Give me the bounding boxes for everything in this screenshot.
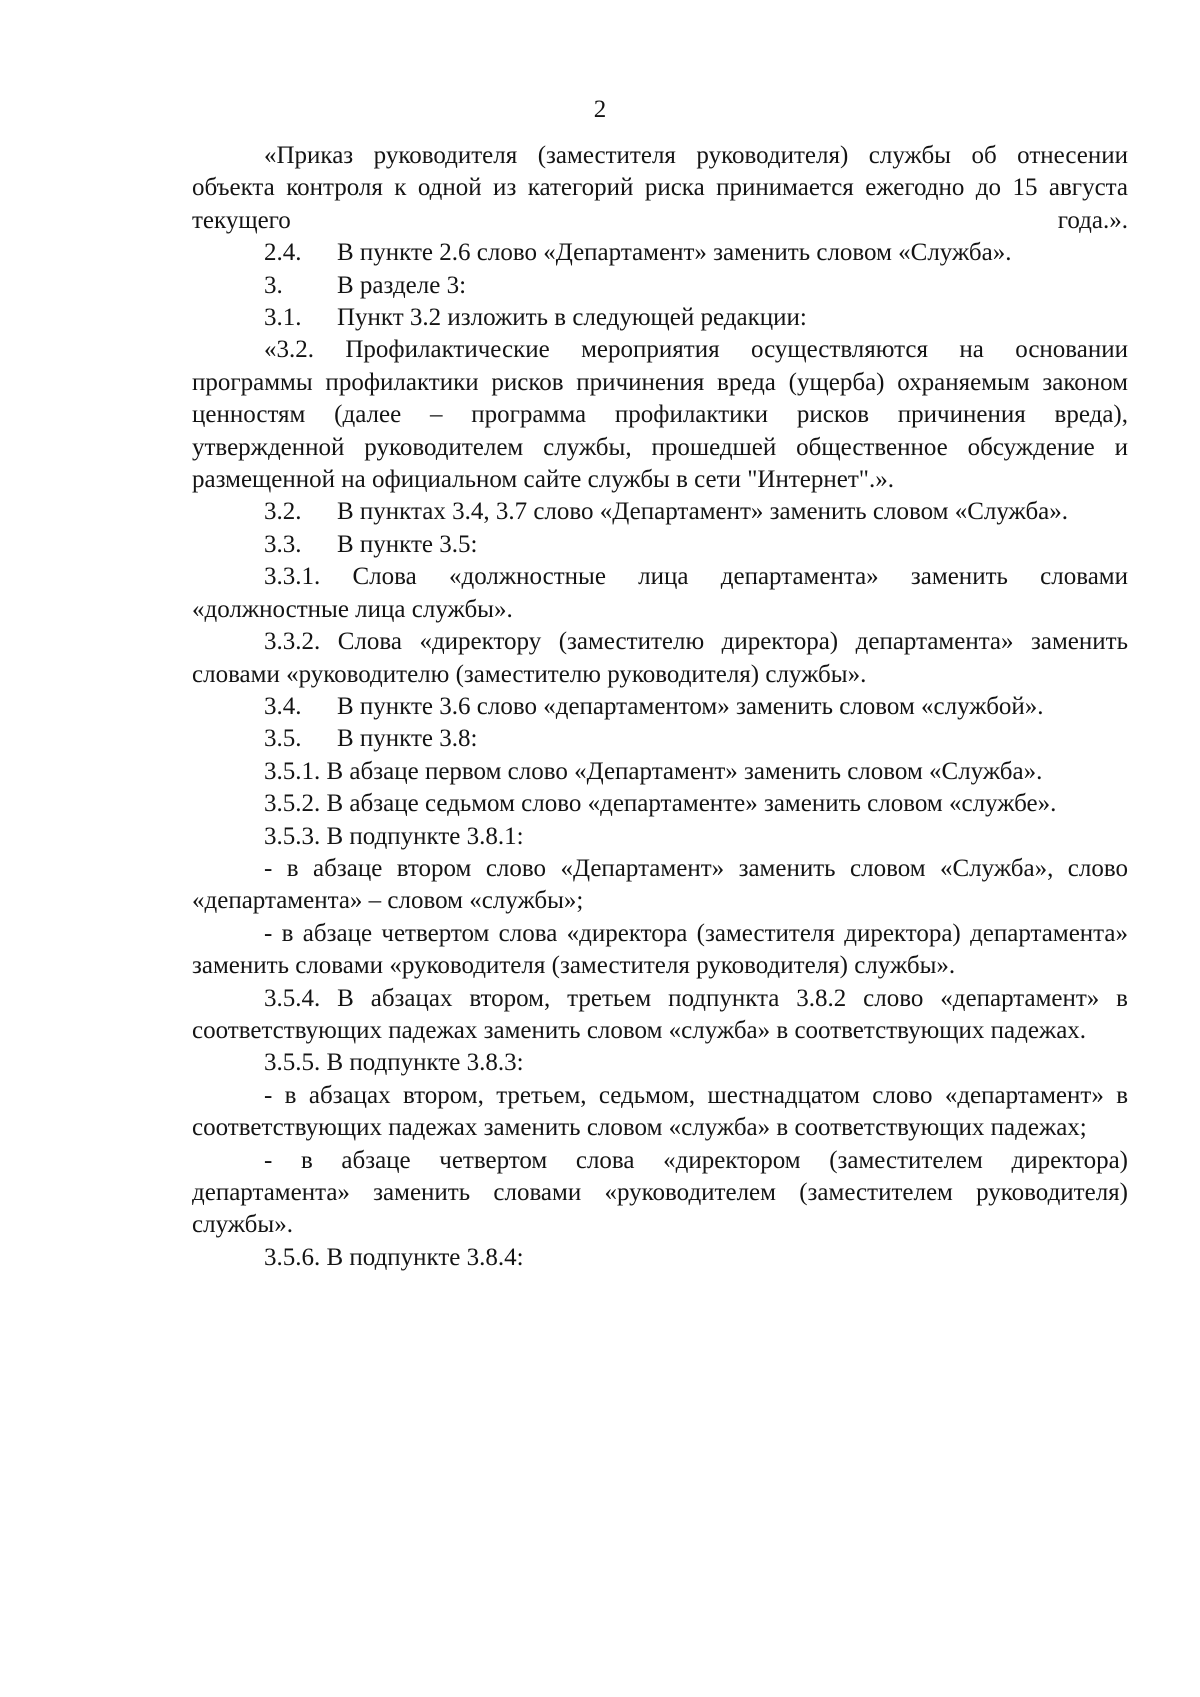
paragraph	[192, 1242, 1128, 1274]
paragraph-text: «Приказ руководителя (заместителя руководителя) службы об отнесении объекта контроля к одной из категорий риска принимается ежегодно до 15 августа текущего года.».	[192, 142, 1128, 234]
paragraph-text: - в абзацах втором, третьем, седьмом, шестнадцатом слово «департамент» в соответствующих падежах заменить словом «служба» в соответствующих падежах;	[192, 1081, 1128, 1142]
paragraph-number: 3.	[264, 271, 283, 299]
paragraph-text: В пунктах 3.4, 3.7 слово «Департамент» заменить словом «Служба».	[337, 498, 1069, 526]
paragraph-number: 3.2.	[264, 498, 302, 526]
paragraph-text: «3.2. Профилактические мероприятия осуществляются на основании программы профилактики рисков причинения вреда (ущерба) охраняемым законом ценностям (далее – программа профилактики рисков причинения вреда), утвержденной руководителем службы, прошедшей общественное обсуждение и размещенной на официальном сайте службы в сети "Интернет".».	[192, 336, 1128, 494]
paragraph	[192, 821, 1128, 853]
page-number: 2	[593, 96, 607, 123]
paragraph-text: - в абзаце четвертом слова «директора (заместителя директора) департамента» заменить словами «руководителя (заместителя руководителя) службы».	[192, 919, 1128, 980]
paragraph-text: 3.5.2. В абзаце седьмом слово «департаменте» заменить словом «службе».	[264, 790, 1057, 818]
paragraph	[192, 1047, 1128, 1079]
paragraph-text: 3.3.1. Слова «должностные лица департамента» заменить словами «должностные лица службы».	[192, 563, 1128, 623]
paragraph-text: В пункте 3.8:	[337, 725, 478, 753]
paragraph	[192, 983, 1128, 1048]
paragraph	[192, 561, 1128, 626]
paragraph	[192, 788, 1128, 820]
paragraph	[192, 691, 1128, 723]
paragraph	[192, 756, 1128, 788]
document-body	[192, 140, 1128, 1274]
paragraph	[192, 723, 1128, 755]
paragraph	[192, 334, 1128, 496]
paragraph-text: 3.3.2. Слова «директору (заместителю директора) департамента» заменить словами «руководителю (заместителю руководителя) службы».	[192, 628, 1128, 688]
paragraph-text: В пункте 2.6 слово «Департамент» заменить словом «Служба».	[337, 239, 1012, 267]
paragraph-text: 3.5.5. В подпункте 3.8.3:	[264, 1049, 524, 1077]
paragraph-number: 3.5.	[264, 725, 302, 753]
paragraph-number: 2.4.	[264, 239, 302, 267]
paragraph-text: В разделе 3:	[337, 271, 467, 299]
paragraph-text: В пункте 3.6 слово «департаментом» заменить словом «службой».	[337, 692, 1044, 720]
paragraph-text: 3.5.6. В подпункте 3.8.4:	[264, 1243, 524, 1271]
paragraph	[192, 1145, 1128, 1242]
paragraph-number: 3.4.	[264, 692, 302, 720]
paragraph-text: - в абзаце втором слово «Департамент» заменить словом «Служба», слово «департамента» – словом «службы»;	[192, 854, 1128, 915]
paragraph-text: - в абзаце четвертом слова «директором (заместителем директора) департамента» заменить словами «руководителем (заместителем руководителя) службы».	[192, 1146, 1128, 1239]
paragraph-text: 3.5.3. В подпункте 3.8.1:	[264, 822, 524, 850]
paragraph	[192, 302, 1128, 334]
paragraph	[192, 1080, 1128, 1145]
paragraph	[192, 140, 1128, 237]
paragraph-number: 3.3.	[264, 530, 302, 558]
paragraph	[192, 918, 1128, 983]
paragraph	[192, 496, 1128, 528]
paragraph	[192, 237, 1128, 269]
paragraph-text: В пункте 3.5:	[337, 530, 478, 558]
paragraph-text: 3.5.1. В абзаце первом слово «Департамент» заменить словом «Служба».	[264, 757, 1043, 785]
paragraph	[192, 853, 1128, 918]
paragraph	[192, 626, 1128, 691]
paragraph	[192, 270, 1128, 302]
paragraph-text: 3.5.4. В абзацах втором, третьем подпункта 3.8.2 слово «департамент» в соответствующих падежах заменить словом «служба» в соответствующих падежах.	[192, 984, 1128, 1044]
paragraph-number: 3.1.	[264, 304, 302, 332]
paragraph-text: Пункт 3.2 изложить в следующей редакции:	[337, 304, 807, 332]
paragraph	[192, 529, 1128, 561]
